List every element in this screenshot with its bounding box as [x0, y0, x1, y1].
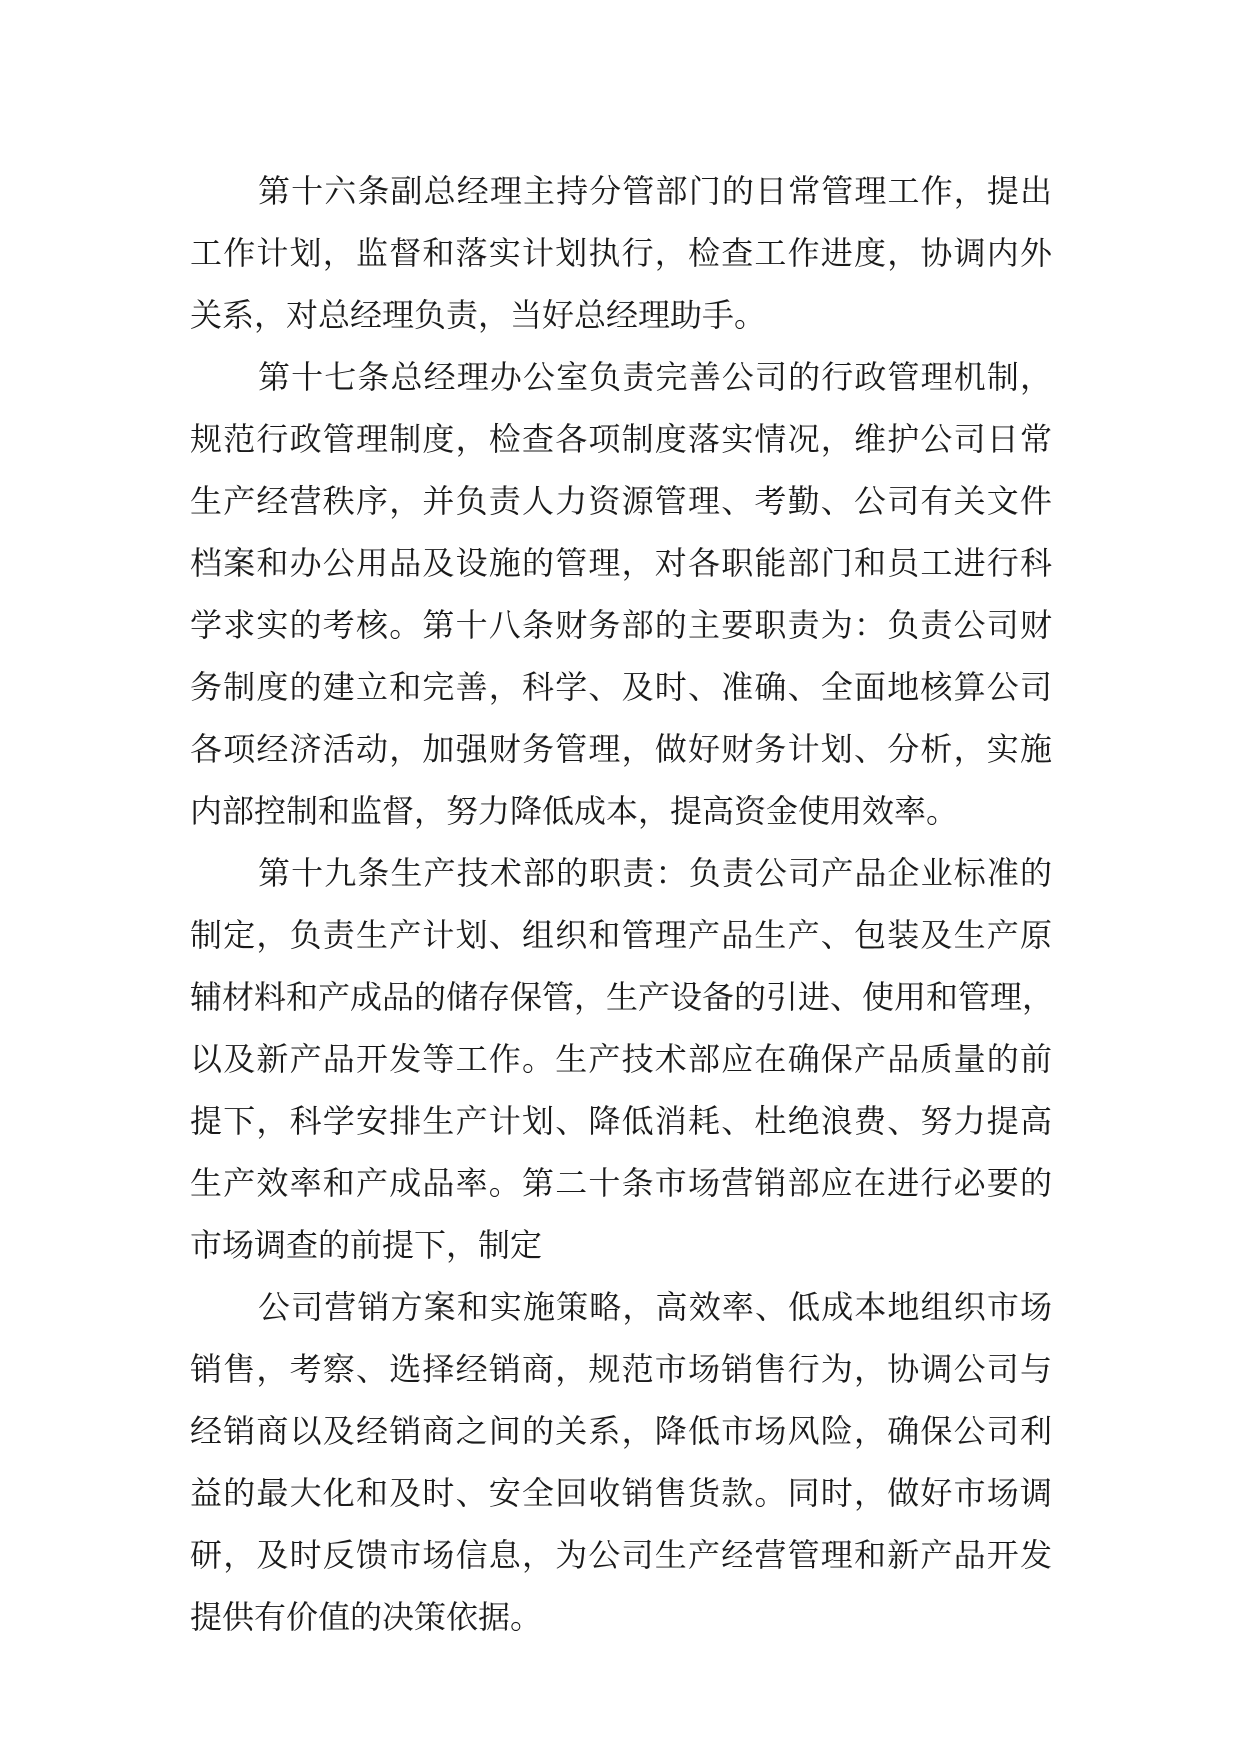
paragraph-article-19-20 — [190, 842, 1055, 1276]
text-line: 提下，科学安排生产计划、降低消耗、杜绝浪费、努力提高 — [190, 1102, 1052, 1140]
document-body — [190, 160, 1055, 1648]
text-line: 销售，考察、选择经销商，规范市场销售行为，协调公司与 — [190, 1350, 1052, 1388]
paragraph-article-17-18 — [190, 346, 1052, 842]
text-line: 档案和办公用品及设施的管理，对各职能部门和员工进行科 — [190, 544, 1052, 582]
paragraph-marketing-continued — [190, 1276, 1052, 1648]
text-line: 经销商以及经销商之间的关系，降低市场风险，确保公司利 — [190, 1412, 1052, 1450]
text-line: 制定，负责生产计划、组织和管理产品生产、包装及生产原 — [190, 916, 1052, 954]
text-line: 生产效率和产成品率。第二十条市场营销部应在进行必要的 — [190, 1164, 1052, 1202]
text-line: 市场调查的前提下，制定 — [190, 1226, 543, 1264]
text-line: 各项经济活动，加强财务管理，做好财务计划、分析，实施 — [190, 730, 1052, 768]
text-line: 第十六条副总经理主持分管部门的日常管理工作，提出 — [258, 172, 1052, 210]
text-line: 公司营销方案和实施策略，高效率、低成本地组织市场 — [258, 1288, 1052, 1326]
text-line: 益的最大化和及时、安全回收销售货款。同时，做好市场调 — [190, 1474, 1052, 1512]
text-line: 规范行政管理制度，检查各项制度落实情况，维护公司日常 — [190, 420, 1052, 458]
text-line: 务制度的建立和完善，科学、及时、准确、全面地核算公司 — [190, 668, 1052, 706]
text-line: 生产经营秩序，并负责人力资源管理、考勤、公司有关文件 — [190, 482, 1052, 520]
text-line: 第十九条生产技术部的职责：负责公司产品企业标准的 — [258, 854, 1052, 892]
text-line: 工作计划，监督和落实计划执行，检查工作进度，协调内外 — [190, 234, 1052, 272]
text-line: 内部控制和监督，努力降低成本，提高资金使用效率。 — [190, 792, 959, 830]
text-line: 学求实的考核。第十八条财务部的主要职责为：负责公司财 — [190, 606, 1052, 644]
text-line: 研，及时反馈市场信息，为公司生产经营管理和新产品开发 — [190, 1536, 1052, 1574]
text-line: 第十七条总经理办公室负责完善公司的行政管理机制， — [258, 358, 1052, 396]
paragraph-article-16 — [190, 160, 1052, 346]
text-line: 辅材料和产成品的储存保管，生产设备的引进、使用和管理， — [190, 978, 1055, 1016]
text-line: 提供有价值的决策依据。 — [190, 1598, 543, 1636]
text-line: 以及新产品开发等工作。生产技术部应在确保产品质量的前 — [190, 1040, 1052, 1078]
text-line: 关系，对总经理负责，当好总经理助手。 — [190, 296, 767, 334]
